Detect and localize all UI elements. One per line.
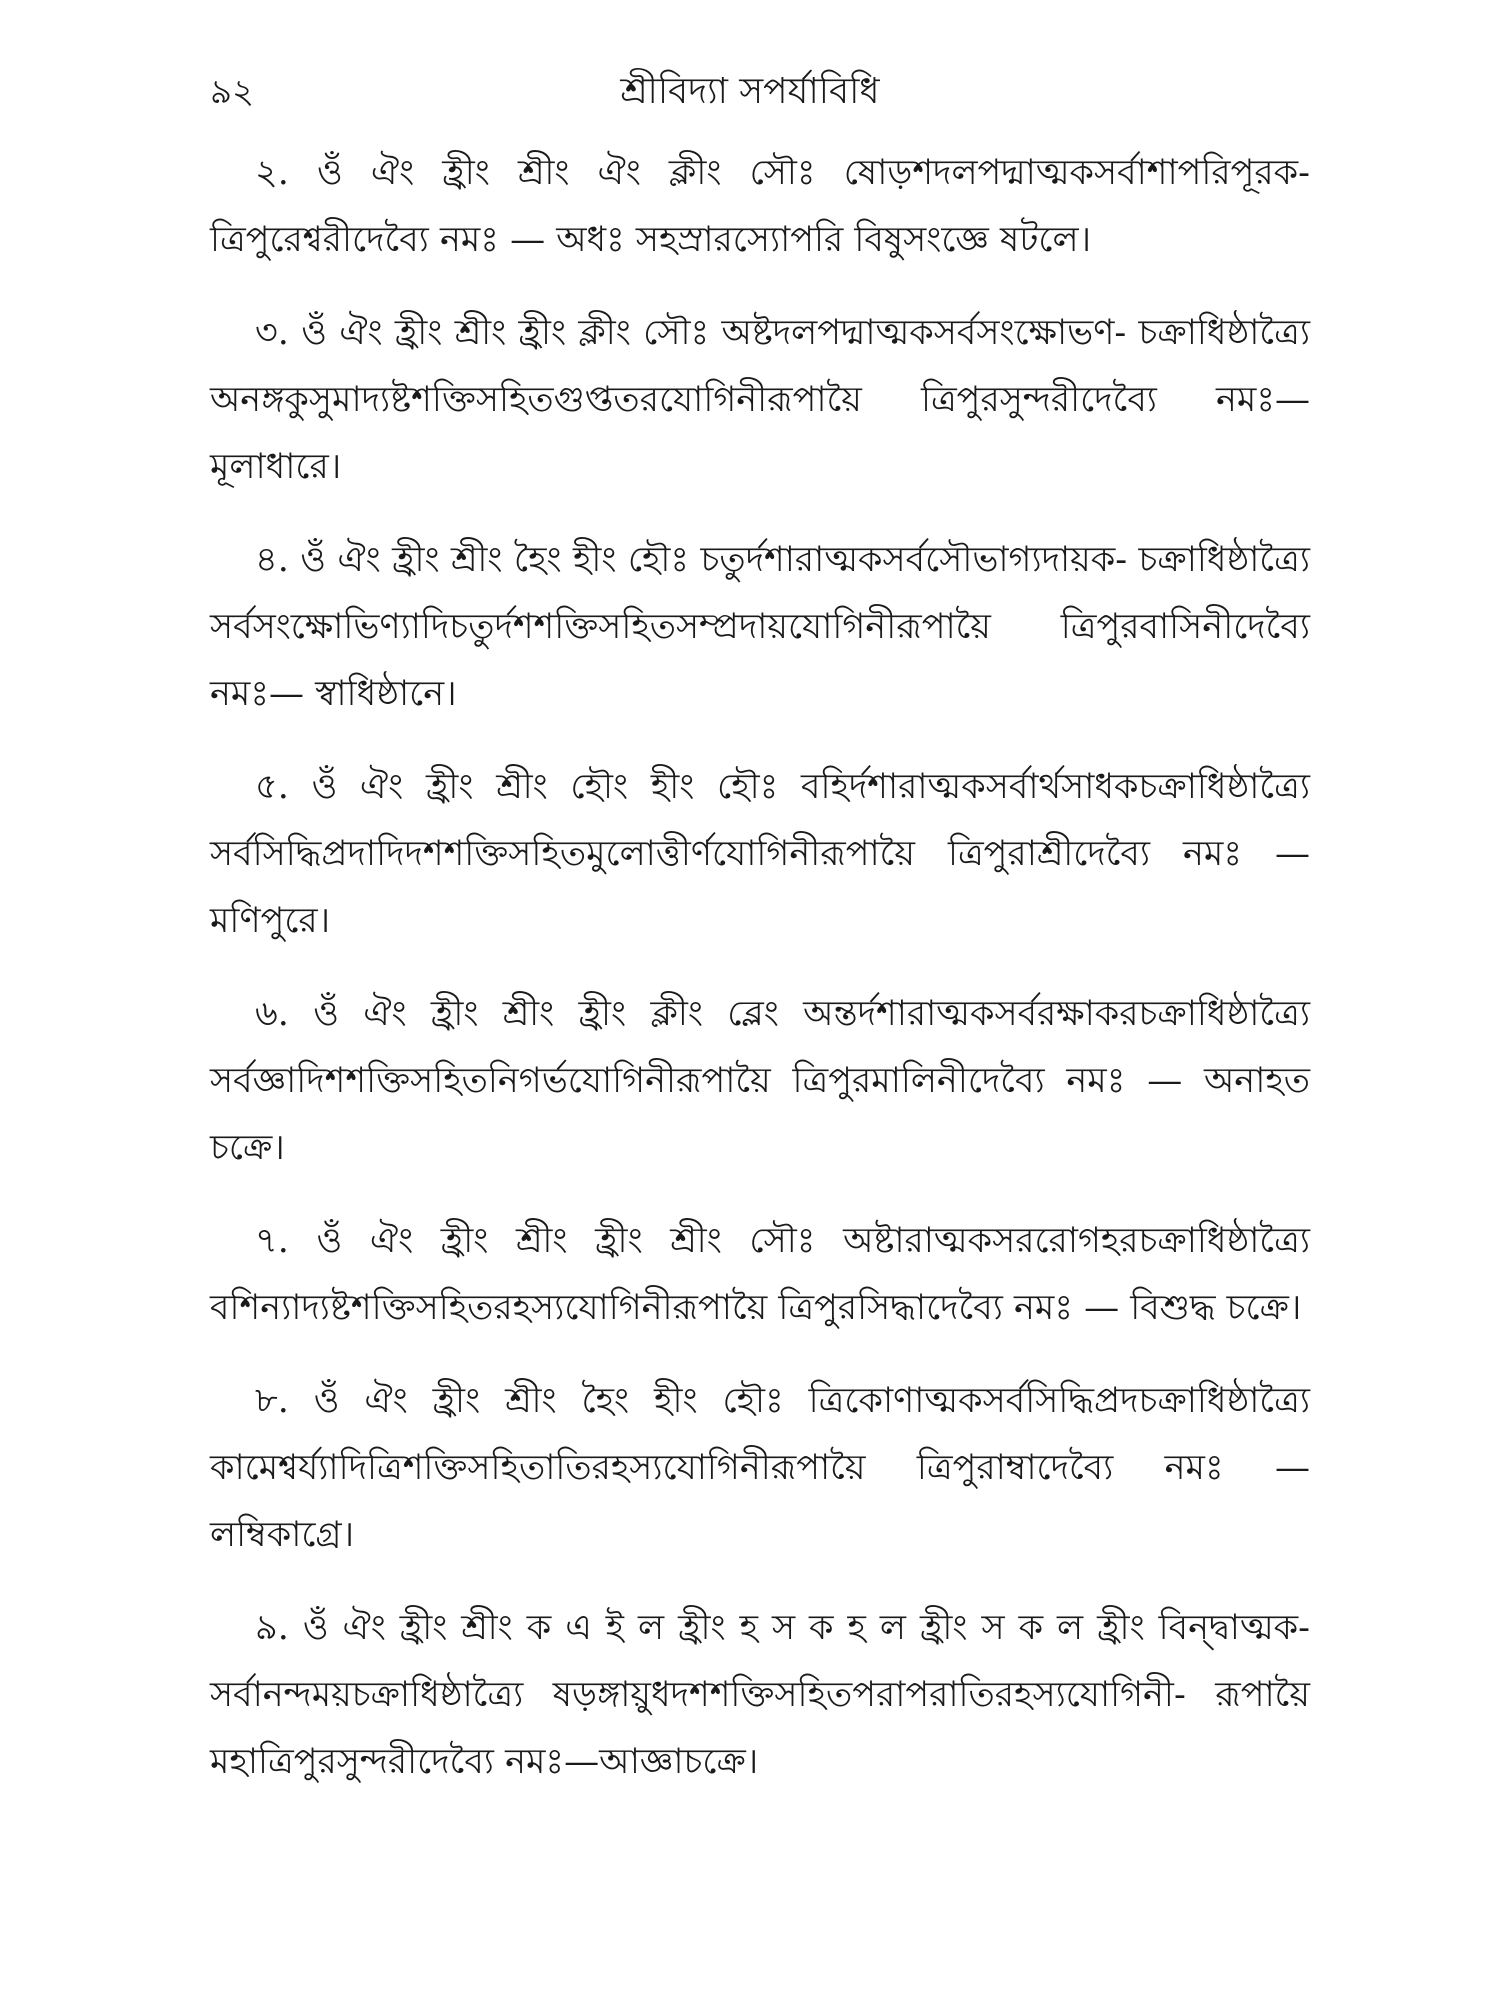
verse-8: ৮. ওঁ ঐং হ্রীং শ্রীং হৈং হীং হৌঃ ত্রিকোণাত্মকসর্বসিদ্ধিপ্রদচক্রাধিষ্ঠাত্র্যৈ কামেশ্বর্য্যাদিত্রিশক্তিসহিতাতিরহস্যযোগিনীরূপায়ৈ ত্রিপুরাম্বাদেব্যৈ নমঃ — লম্বিকাগ্রে। bbox=[210, 1381, 1310, 1555]
verse-2: ২. ওঁ ঐং হ্রীং শ্রীং ঐং ক্লীং সৌঃ ষোড়শদলপদ্মাত্মকসর্বাশাপরিপূরক- ত্রিপুরেশ্বরীদেব্যৈ নমঃ — অধঃ সহস্রারস্যোপরি বিষুসংজ্ঞে ষটলে। bbox=[210, 153, 1310, 260]
verse-3: ৩. ওঁ ঐং হ্রীং শ্রীং হ্রীং ক্লীং সৌঃ অষ্টদলপদ্মাত্মকসর্বসংক্ষোভণ- চক্রাধিষ্ঠাত্র্যৈ অনঙ্গকুসুমাদ্যষ্টশক্তিসহিতগুপ্ততরযোগিনীরূপায়ৈ ত্রিপুরসুন্দরীদেব্যৈ নমঃ— মূলাধারে। bbox=[210, 313, 1310, 487]
verse-5: ৫. ওঁ ঐং হ্রীং শ্রীং হৌং হীং হৌঃ বহির্দশারাত্মকসর্বার্থসাধকচক্রাধিষ্ঠাত্র্যৈ সর্বসিদ্ধিপ্রদাদিদশশক্তিসহিতমুলোত্তীর্ণযোগিনীরূপায়ৈ ত্রিপুরাশ্রীদেব্যৈ নমঃ — মণিপুরে। bbox=[210, 767, 1310, 941]
page-number: ৯২ bbox=[210, 72, 255, 112]
running-title: শ্রীবিদ্যা সপর্যাবিধি bbox=[620, 71, 880, 112]
verse-4: ৪. ওঁ ঐং হ্রীং শ্রীং হৈং হীং হৌঃ চতুর্দশারাত্মকসর্বসৌভাগ্যদায়ক- চক্রাধিষ্ঠাত্র্যৈ সর্বসংক্ষোভিণ্যাদিচতুর্দশশক্তিসহিতসম্প্রদায়যোগিনীরূপায়ৈ ত্রিপুরবাসিনীদেব্যৈ নমঃ— স্বাধিষ্ঠানে। bbox=[210, 540, 1310, 714]
page-body bbox=[210, 140, 1310, 1822]
verse-6: ৬. ওঁ ঐং হ্রীং শ্রীং হ্রীং ক্লীং ব্লেং অন্তর্দশারাত্মকসর্বরক্ষাকরচক্রাধিষ্ঠাত্র্যৈ সর্বজ্ঞাদিশশক্তিসহিতনিগর্ভযোগিনীরূপায়ৈ ত্রিপুরমালিনীদেব্যৈ নমঃ — অনাহত চক্রে। bbox=[210, 994, 1310, 1168]
verse-9: ৯. ওঁ ঐং হ্রীং শ্রীং ক এ ই ল হ্রীং হ স ক হ ল হ্রীং স ক ল হ্রীং বিন্দ্বাত্মক- সর্বানন্দময়চক্রাধিষ্ঠাত্র্যৈ ষড়ঙ্গায়ুধদশশক্তিসহিতপরাপরাতিরহস্যযোগিনী- রূপায়ৈ মহাত্রিপুরসুন্দরীদেব্যৈ নমঃ—আজ্ঞাচক্রে। bbox=[210, 1608, 1310, 1782]
verse-7: ৭. ওঁ ঐং হ্রীং শ্রীং হ্রীং শ্রীং সৌঃ অষ্টারাত্মকসররোগহরচক্রাধিষ্ঠাত্র্যৈ বশিন্যাদ্যষ্টশক্তিসহিতরহস্যযোগিনীরূপায়ৈ ত্রিপুরসিদ্ধাদেব্যৈ নমঃ — বিশুদ্ধ চক্রে। bbox=[210, 1221, 1310, 1328]
